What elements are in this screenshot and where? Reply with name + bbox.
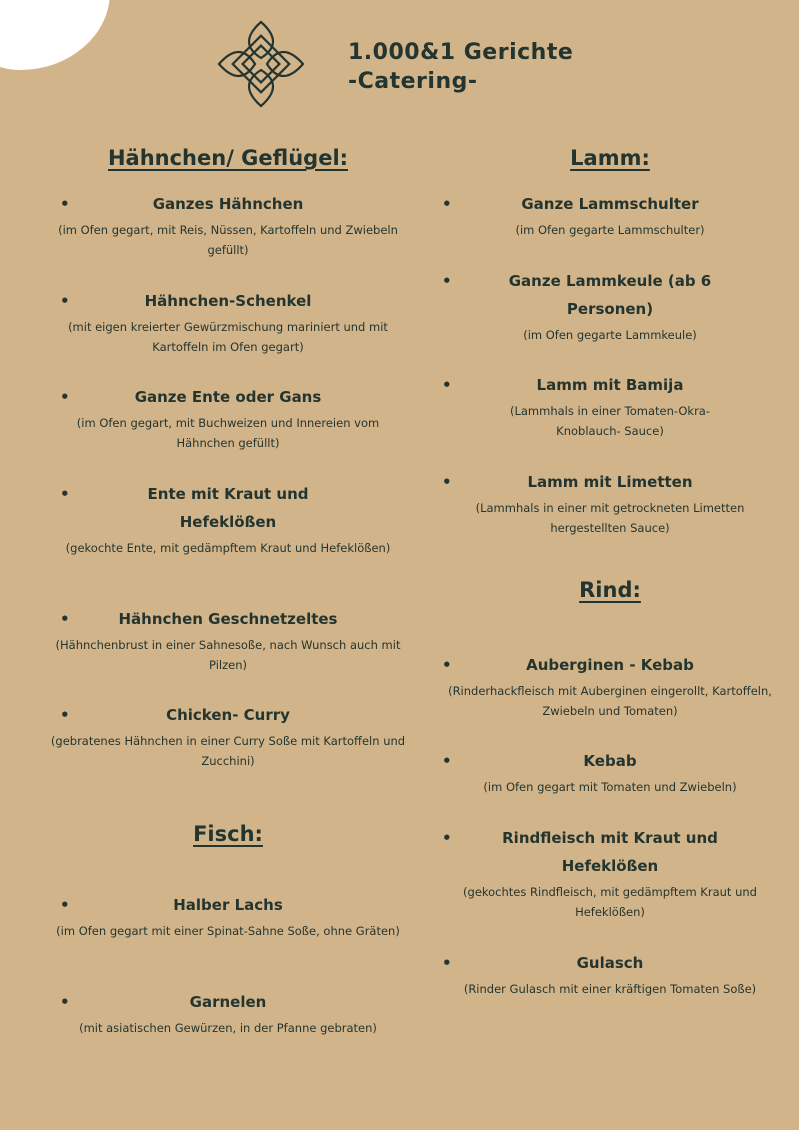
item-description: (Rinderhackfleisch mit Auberginen eingerollt, Kartoffeln, Zwiebeln und Tomaten) (448, 684, 772, 718)
item-name: Kebab (583, 752, 637, 770)
bullet-icon: • (442, 656, 452, 674)
bullet-icon: • (442, 473, 452, 491)
item-name: Hähnchen-Schenkel (144, 292, 312, 310)
celtic-knot-icon (215, 18, 307, 110)
menu-item (48, 891, 408, 941)
item-description: (im Ofen gegarte Lammschulter) (515, 223, 705, 237)
bullet-icon: • (442, 954, 452, 972)
menu-item (430, 468, 790, 538)
bullet-icon: • (60, 706, 70, 724)
menu-item (430, 949, 790, 999)
bullet-icon: • (60, 993, 70, 1011)
item-description: (im Ofen gegart mit einer Spinat-Sahne Soße, ohne Gräten) (56, 924, 400, 938)
menu-item (430, 824, 790, 922)
item-name: Gulasch (576, 954, 644, 972)
menu-item (48, 701, 408, 771)
section-title-chicken: Hähnchen/ Geflügel: (107, 146, 349, 170)
item-description: (im Ofen gegarte Lammkeule) (523, 328, 697, 342)
item-name: Ganzes Hähnchen (152, 195, 304, 213)
item-description: (Lammhals in einer mit getrockneten Limetten hergestellten Sauce) (475, 501, 745, 535)
corner-decoration (0, 0, 110, 70)
item-description: (mit eigen kreierter Gewürzmischung mariniert und mit Kartoffeln im Ofen gegart) (68, 320, 388, 354)
item-name: Hähnchen Geschnetzeltes (118, 610, 338, 628)
item-description: (im Ofen gegart, mit Reis, Nüssen, Kartoffeln und Zwiebeln gefüllt) (58, 223, 398, 257)
item-description: (gekochtes Rindfleisch, mit gedämpftem Kraut und Hefeklößen) (463, 885, 757, 919)
menu-item (430, 371, 790, 441)
menu-item (430, 267, 790, 345)
item-description: (Lammhals in einer Tomaten-Okra-Knoblauch- Sauce) (509, 404, 710, 438)
brand-name (348, 38, 573, 96)
section-title-lamb: Lamm: (570, 146, 650, 170)
bullet-icon: • (442, 752, 452, 770)
section-title-fish: Fisch: (193, 822, 263, 846)
bullet-icon: • (442, 376, 452, 394)
menu-item (48, 190, 408, 260)
item-name: Lamm mit Bamija (536, 376, 684, 394)
item-description: (mit asiatischen Gewürzen, in der Pfanne gebraten) (79, 1021, 377, 1035)
menu-item (430, 651, 790, 721)
header (215, 18, 655, 110)
item-description: (im Ofen gegart, mit Buchweizen und Innereien vom Hähnchen gefüllt) (76, 416, 380, 450)
item-name: Auberginen - Kebab (526, 656, 694, 674)
item-name: Lamm mit Limetten (527, 473, 693, 491)
item-name: Halber Lachs (173, 896, 283, 914)
bullet-icon: • (60, 388, 70, 406)
bullet-icon: • (60, 896, 70, 914)
menu-item (48, 605, 408, 675)
item-description: (gebratenes Hähnchen in einer Curry Soße mit Kartoffeln und Zucchini) (50, 734, 406, 768)
item-description: (gekochte Ente, mit gedämpftem Kraut und Hefeklößen) (65, 541, 391, 555)
bullet-icon: • (442, 272, 452, 290)
item-description: (im Ofen gegart mit Tomaten und Zwiebeln) (483, 780, 737, 794)
item-name: Garnelen (189, 993, 267, 1011)
bullet-icon: • (442, 195, 452, 213)
menu-item (48, 383, 408, 453)
menu-item (430, 190, 790, 240)
item-description: (Hähnchenbrust in einer Sahnesoße, nach Wunsch auch mit Pilzen) (55, 638, 401, 672)
item-name: Ganze Ente oder Gans (134, 388, 322, 406)
menu-item (48, 287, 408, 357)
item-description: (Rinder Gulasch mit einer kräftigen Tomaten Soße) (463, 982, 757, 996)
brand-line-2: -Catering- (348, 69, 478, 94)
bullet-icon: • (60, 292, 70, 310)
item-name: Ente mit Kraut und Hefeklößen (147, 485, 309, 531)
bullet-icon: • (442, 829, 452, 847)
item-name: Chicken- Curry (166, 706, 290, 724)
bullet-icon: • (60, 195, 70, 213)
item-name: Ganze Lammschulter (521, 195, 699, 213)
menu-item (430, 747, 790, 797)
menu-item (48, 988, 408, 1038)
section-title-beef: Rind: (579, 578, 641, 602)
brand-line-1: 1.000&1 Gerichte (348, 40, 574, 65)
bullet-icon: • (60, 610, 70, 628)
item-name: Rindfleisch mit Kraut und Hefeklößen (502, 829, 718, 875)
item-name: Ganze Lammkeule (ab 6 Personen) (508, 272, 712, 318)
bullet-icon: • (60, 485, 70, 503)
menu-item (48, 480, 408, 558)
